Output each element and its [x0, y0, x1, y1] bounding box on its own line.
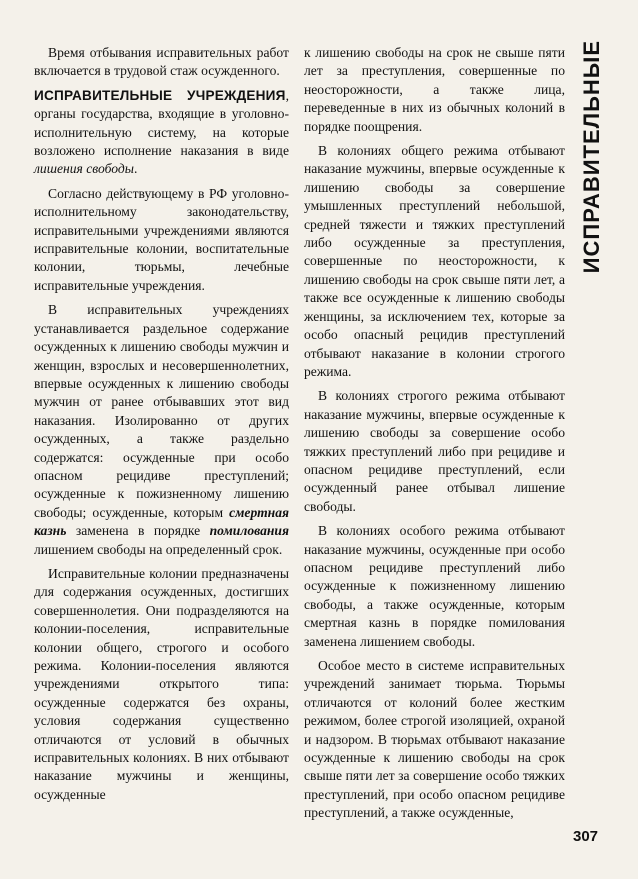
entry-text: , органы государства, входящие в уголовно-исполнительную систему, на которые возложено исполнение наказания в виде: [34, 87, 289, 159]
dictionary-entry: [34, 87, 289, 179]
entry-headword: ИСПРАВИТЕЛЬНЫЕ УЧРЕЖДЕНИЯ: [34, 87, 286, 103]
paragraph: Исправительные колонии предназначены для содержания осужденных, достигших совершеннолетия. Они подразделяются на колонии-поселения, исправительные колонии общего, строгого и особого режима. Колонии-поселения являются учреждениями открытого типа: осужденные содержатся без охраны, условия содержания существенно отличаются от условий в обычных исправительных колониях. В них отбывают наказание мужчины и женщины, осужденные: [34, 565, 289, 802]
running-head-text: ИСПРАВИТЕЛЬНЫЕ: [579, 40, 604, 274]
paragraph: Особое место в системе исправительных учреждений занимает тюрьма. Тюрьмы отличаются от колоний более жестким режимом, более строгой изоляцией, охраной и надзором. В тюрьмах отбывают наказание осужденные к лишению свободы на срок свыше пяти лет за совершение особо тяжких преступлений, при особо опасном рецидиве преступлений, а также осужденные,: [304, 658, 565, 821]
paragraph: Время отбывания исправительных работ включается в трудовой стаж осужденного.: [34, 45, 289, 79]
paragraph-text: лишением свободы на определенный срок.: [34, 541, 283, 557]
left-column: [34, 44, 289, 804]
paragraph: к лишению свободы на срок не свыше пяти лет за преступления, совершенные по неосторожности, а также лица, переведенные в них из обычных колоний в порядке поощрения.: [304, 45, 565, 134]
paragraph-text: В исправительных учреждениях устанавливается раздельное содержание осужденных к лишению свободы мужчин и женщин, взрослых и несовершеннолетних, впервые осужденных к лишению свободы мужчин от ранее отбывавших этот вид наказания. Изолированно от других осужденных, а также раздельно содержатся: осужденные при особо опасном рецидиве преступлений; осужденные к пожизненному лишению свободы; осужденные, которым: [34, 302, 289, 520]
page-number: 307: [573, 828, 599, 845]
paragraph: В колониях особого режима отбывают наказание мужчины, осужденные при особо опасном рецидиве преступлений либо осужденные к пожизненному лишению свободы, а также осужденные, которым смертная казнь в порядке помилования заменена лишением свободы.: [304, 523, 565, 649]
cross-reference-link[interactable]: лишения свободы: [34, 161, 135, 177]
running-head: [564, 40, 620, 274]
paragraph: В колониях общего режима отбывают наказание мужчины, впервые осужденные к лишению свободы за совершение умышленных преступлений небольшой, средней тяжести и тяжких преступлений либо осужденные за преступления, совершенные по неосторожности, к лишению свободы на срок свыше пяти лет, а также все осужденные к лишению свободы женщины, за исключением тех, которые за особо опасный рецидив преступлений отбывают наказание в колонии строгого режима.: [304, 143, 565, 379]
entry-text-end: .: [134, 161, 138, 177]
paragraph: Согласно действующему в РФ уголовно-исполнительному законодательству, исправительными учреждениями являются исправительные колонии, воспитательные колонии, тюрьмы, лечебные исправительные учреждения.: [34, 185, 289, 293]
paragraph: В колониях строгого режима отбывают наказание мужчины, впервые осужденные к лишению свободы за совершение особо тяжких преступлений либо при рецидиве и опасном рецидиве преступлений, если осужденный ранее отбывал лишение свободы.: [304, 388, 565, 514]
cross-reference-link[interactable]: смертная казнь: [34, 504, 289, 539]
paragraph-text: заменена в порядке: [66, 523, 210, 539]
paragraph: [34, 301, 289, 559]
cross-reference-link[interactable]: помилования: [209, 523, 289, 539]
right-column: [304, 44, 565, 823]
